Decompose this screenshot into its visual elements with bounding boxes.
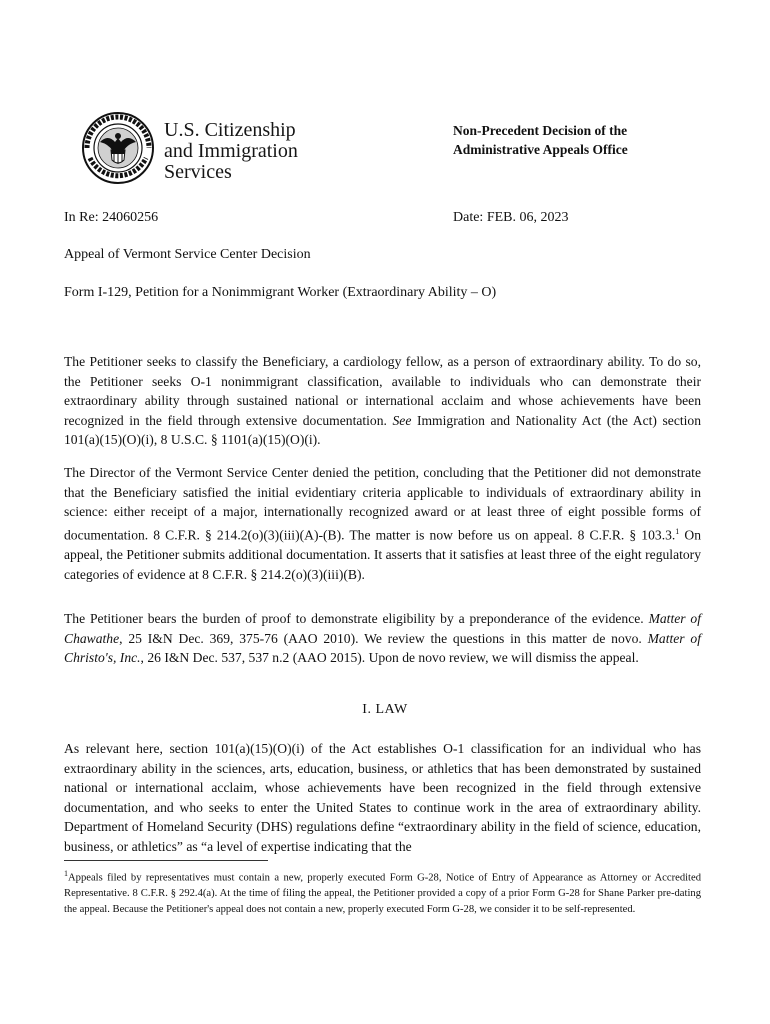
- footnote-ref: 1: [675, 526, 680, 536]
- footnote-divider: [64, 860, 268, 861]
- footnote-text: Appeals filed by representatives must contain a new, properly executed Form G-28, Notice of Entry of Appearance as Attorney or Accredited Representative. 8 C.F.R. § 292.4(a). At the time of filing the appeal, the Petitioner provided a copy of a prior Form G-28 for Shane Parker pre-dating the appeal. Because the Petitioner's appeal does not contain a new, properly executed Form G-28, we consider it to be self-represented.: [64, 872, 701, 915]
- case-citation: Matter of Christo's, Inc.: [64, 630, 701, 666]
- agency-line: and Immigration: [164, 140, 298, 162]
- case-citation: Matter of Chawathe: [64, 611, 701, 646]
- dhs-seal-icon: [82, 112, 154, 184]
- agency-line: Services: [164, 161, 232, 183]
- paragraph-burden: [64, 609, 701, 668]
- case-number: In Re: 24060256: [64, 210, 159, 225]
- decision-line: Administrative Appeals Office: [453, 142, 628, 157]
- decision-type: [453, 121, 628, 159]
- text-run: Immigration and Nationality Act (the Act) section 101(a)(15)(O)(i), 8 U.S.C. § 1101(a)(15)(O)(i).: [64, 412, 701, 448]
- text-run: The Director of the Vermont Service Center denied the petition, concluding that the Petitioner did not demonstrate that the Beneficiary satisfied the initial evidentiary criteria applicable to individuals of extraordinary ability in science: either receipt of a major, internationally recognized award or at least three of eight possible forms of documentation. 8 C.F.R. § 214.2(o)(3)(iii)(A)-(B). The matter is now before us on appeal. 8 C.F.R. § 103.3.: [64, 465, 701, 543]
- decision-line: Non-Precedent Decision of the: [453, 123, 628, 138]
- text-run: , 25 I&N Dec. 369, 375-76 (AAO 2010). We review the questions in this matter de novo.: [119, 630, 648, 646]
- paragraph-procedural: [64, 463, 701, 584]
- footnote-marker: 1: [64, 869, 68, 878]
- text-run: On appeal, the Petitioner submits additional documentation. It asserts that it satisfies at least three of the eight regulatory categories of evidence at 8 C.F.R. § 214.2(o)(3)(iii)(B).: [64, 527, 701, 582]
- paragraph-law: As relevant here, section 101(a)(15)(O)(i) of the Act establishes O-1 classification for an individual who has extraordinary ability in the sciences, arts, education, business, or athletics that has been demonstrated by sustained national or international acclaim, whose achievements have been recognized in the field through extensive documentation, and who seeks to enter the United States to continue work in the area of extraordinary ability. Department of Homeland Security (DHS) regulations define “extraordinary ability in the field of science, education, business, or athletics” as “a level of expertise indicating that the: [64, 741, 701, 854]
- agency-name: [164, 120, 298, 183]
- appeal-source: Appeal of Vermont Service Center Decision: [64, 247, 311, 262]
- text-run: The Petitioner bears the burden of proof to demonstrate eligibility by a preponderance of the evidence.: [64, 611, 649, 626]
- section-heading: I. LAW: [362, 702, 408, 717]
- text-run: The Petitioner seeks to classify the Beneficiary, a cardiology fellow, as a person of extraordinary ability. To do so, the Petitioner seeks O-1 nonimmigrant classification, available to individuals who can demonstrate their extraordinary ability through sustained national or international acclaim and whose achievements have been recognized in the field through extensive documentation.: [64, 354, 701, 428]
- signal-see: See: [392, 412, 412, 428]
- decision-date: Date: FEB. 06, 2023: [453, 210, 569, 225]
- paragraph-intro: [64, 352, 701, 450]
- agency-line: U.S. Citizenship: [164, 119, 296, 141]
- footnote: [64, 866, 701, 917]
- text-run: , 26 I&N Dec. 537, 537 n.2 (AAO 2015). Upon de novo review, we will dismiss the appeal.: [140, 650, 639, 666]
- form-title: Form I-129, Petition for a Nonimmigrant Worker (Extraordinary Ability – O): [64, 285, 497, 300]
